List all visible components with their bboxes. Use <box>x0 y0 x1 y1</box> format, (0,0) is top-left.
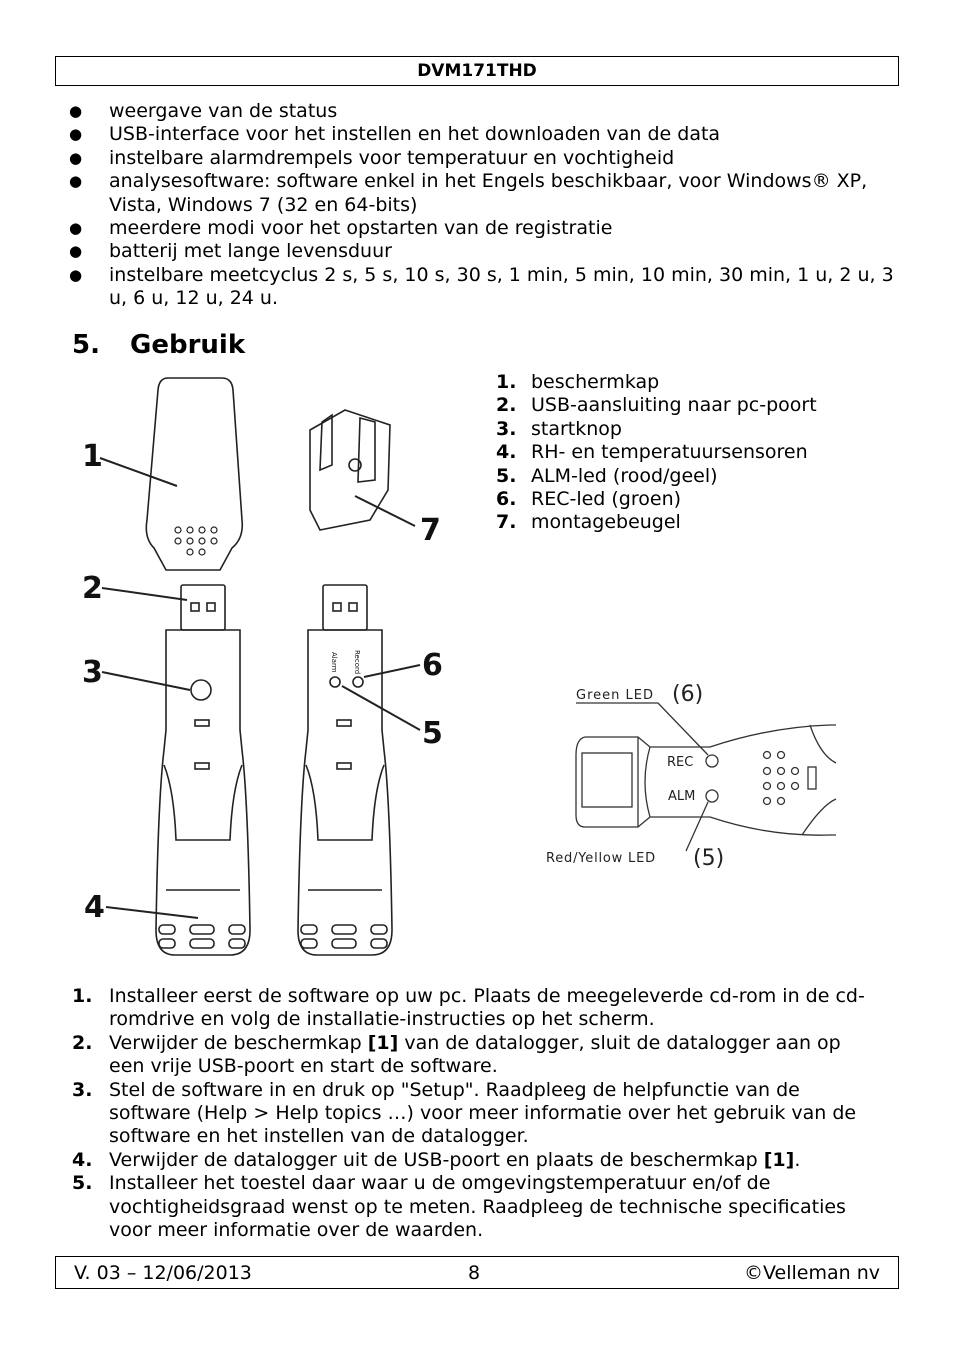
callout-7: 7 <box>420 513 441 548</box>
list-item: 2. USB-aansluiting naar pc-poort <box>496 394 817 417</box>
led-detail-illustration <box>540 675 840 875</box>
section-number: 5. <box>72 330 100 360</box>
list-item: 6. REC-led (groen) <box>496 488 682 511</box>
list-item: 5. ALM-led (rood/geel) <box>496 464 718 487</box>
list-item: 3. Stel de software in en druk op "Setup". Raadpleeg de helpfunctie van de software (Help > Help topics …) voor meer informatie over het gebruik van de software en het instellen van de datalogger. <box>72 1078 857 1148</box>
red-led-number: (5) <box>693 846 725 871</box>
list-item: ● weergave van de status <box>69 100 338 122</box>
callout-2: 2 <box>82 571 103 606</box>
green-led-number: (6) <box>672 682 704 707</box>
list-item: ● batterij met lange levensduur <box>69 240 392 263</box>
callout-1: 1 <box>82 439 103 474</box>
page-footer <box>55 1256 899 1289</box>
green-led-label: Green LED <box>576 688 654 703</box>
version-date: V. 03 – 12/06/2013 <box>74 1262 252 1284</box>
section-heading <box>72 330 245 360</box>
list-item: ● analysesoftware: software enkel in het Engels beschikbaar, voor Windows® XP, Vista, Windows 7 (32 en 64-bits) <box>69 170 868 216</box>
feature-list <box>69 100 895 311</box>
list-item: 4. RH- en temperatuursensoren <box>496 441 808 464</box>
callout-3: 3 <box>82 655 103 690</box>
parts-list <box>496 371 817 535</box>
red-led-label: Red/Yellow LED <box>546 851 656 866</box>
list-item: 1. beschermkap <box>496 371 660 393</box>
alarm-label: Alarm <box>330 652 338 673</box>
list-item: ● instelbare alarmdrempels voor temperatuur en vochtigheid <box>69 146 675 169</box>
record-label: Record <box>353 650 361 675</box>
list-item: 2. Verwijder de beschermkap [1] van de datalogger, sluit de datalogger aan op een vrije USB-poort en start de software. <box>72 1031 841 1078</box>
device-illustration <box>70 370 460 970</box>
list-item: 5. Installeer het toestel daar waar u de omgevingstemperatuur en/of de vochtigheidsgraad wenst op te meten. Raadpleeg de technische specificaties voor meer informatie over de waarden. <box>72 1172 846 1242</box>
page-number: 8 <box>468 1262 481 1284</box>
copyright: ©Velleman nv <box>744 1262 880 1284</box>
list-item: ● instelbare meetcyclus 2 s, 5 s, 10 s, 30 s, 1 min, 5 min, 10 min, 30 min, 1 u, 2 u, 3 u, 6 u, 12 u, 24 u. <box>69 263 894 310</box>
rec-label: REC <box>667 755 694 770</box>
list-item: 7. montagebeugel <box>496 511 681 534</box>
list-item: ● meerdere modi voor het opstarten van de registratie <box>69 217 613 240</box>
callout-4: 4 <box>84 890 105 925</box>
page-header: DVM171THD <box>55 56 899 86</box>
list-item: 1. Installeer eerst de software op uw pc. Plaats de meegeleverde cd-rom in de cd-romdrive en volg de installatie-instructies op het scherm. <box>72 985 865 1031</box>
callout-5: 5 <box>422 716 443 751</box>
list-item: 4. Verwijder de datalogger uit de USB-poort en plaats de beschermkap [1]. <box>72 1148 801 1171</box>
instruction-steps <box>72 985 877 1242</box>
list-item: 3. startknop <box>496 417 622 440</box>
list-item: ● USB-interface voor het instellen en het downloaden van de data <box>69 123 721 146</box>
callout-6: 6 <box>422 648 443 683</box>
section-title: Gebruik <box>130 330 246 360</box>
alm-label: ALM <box>668 789 696 804</box>
